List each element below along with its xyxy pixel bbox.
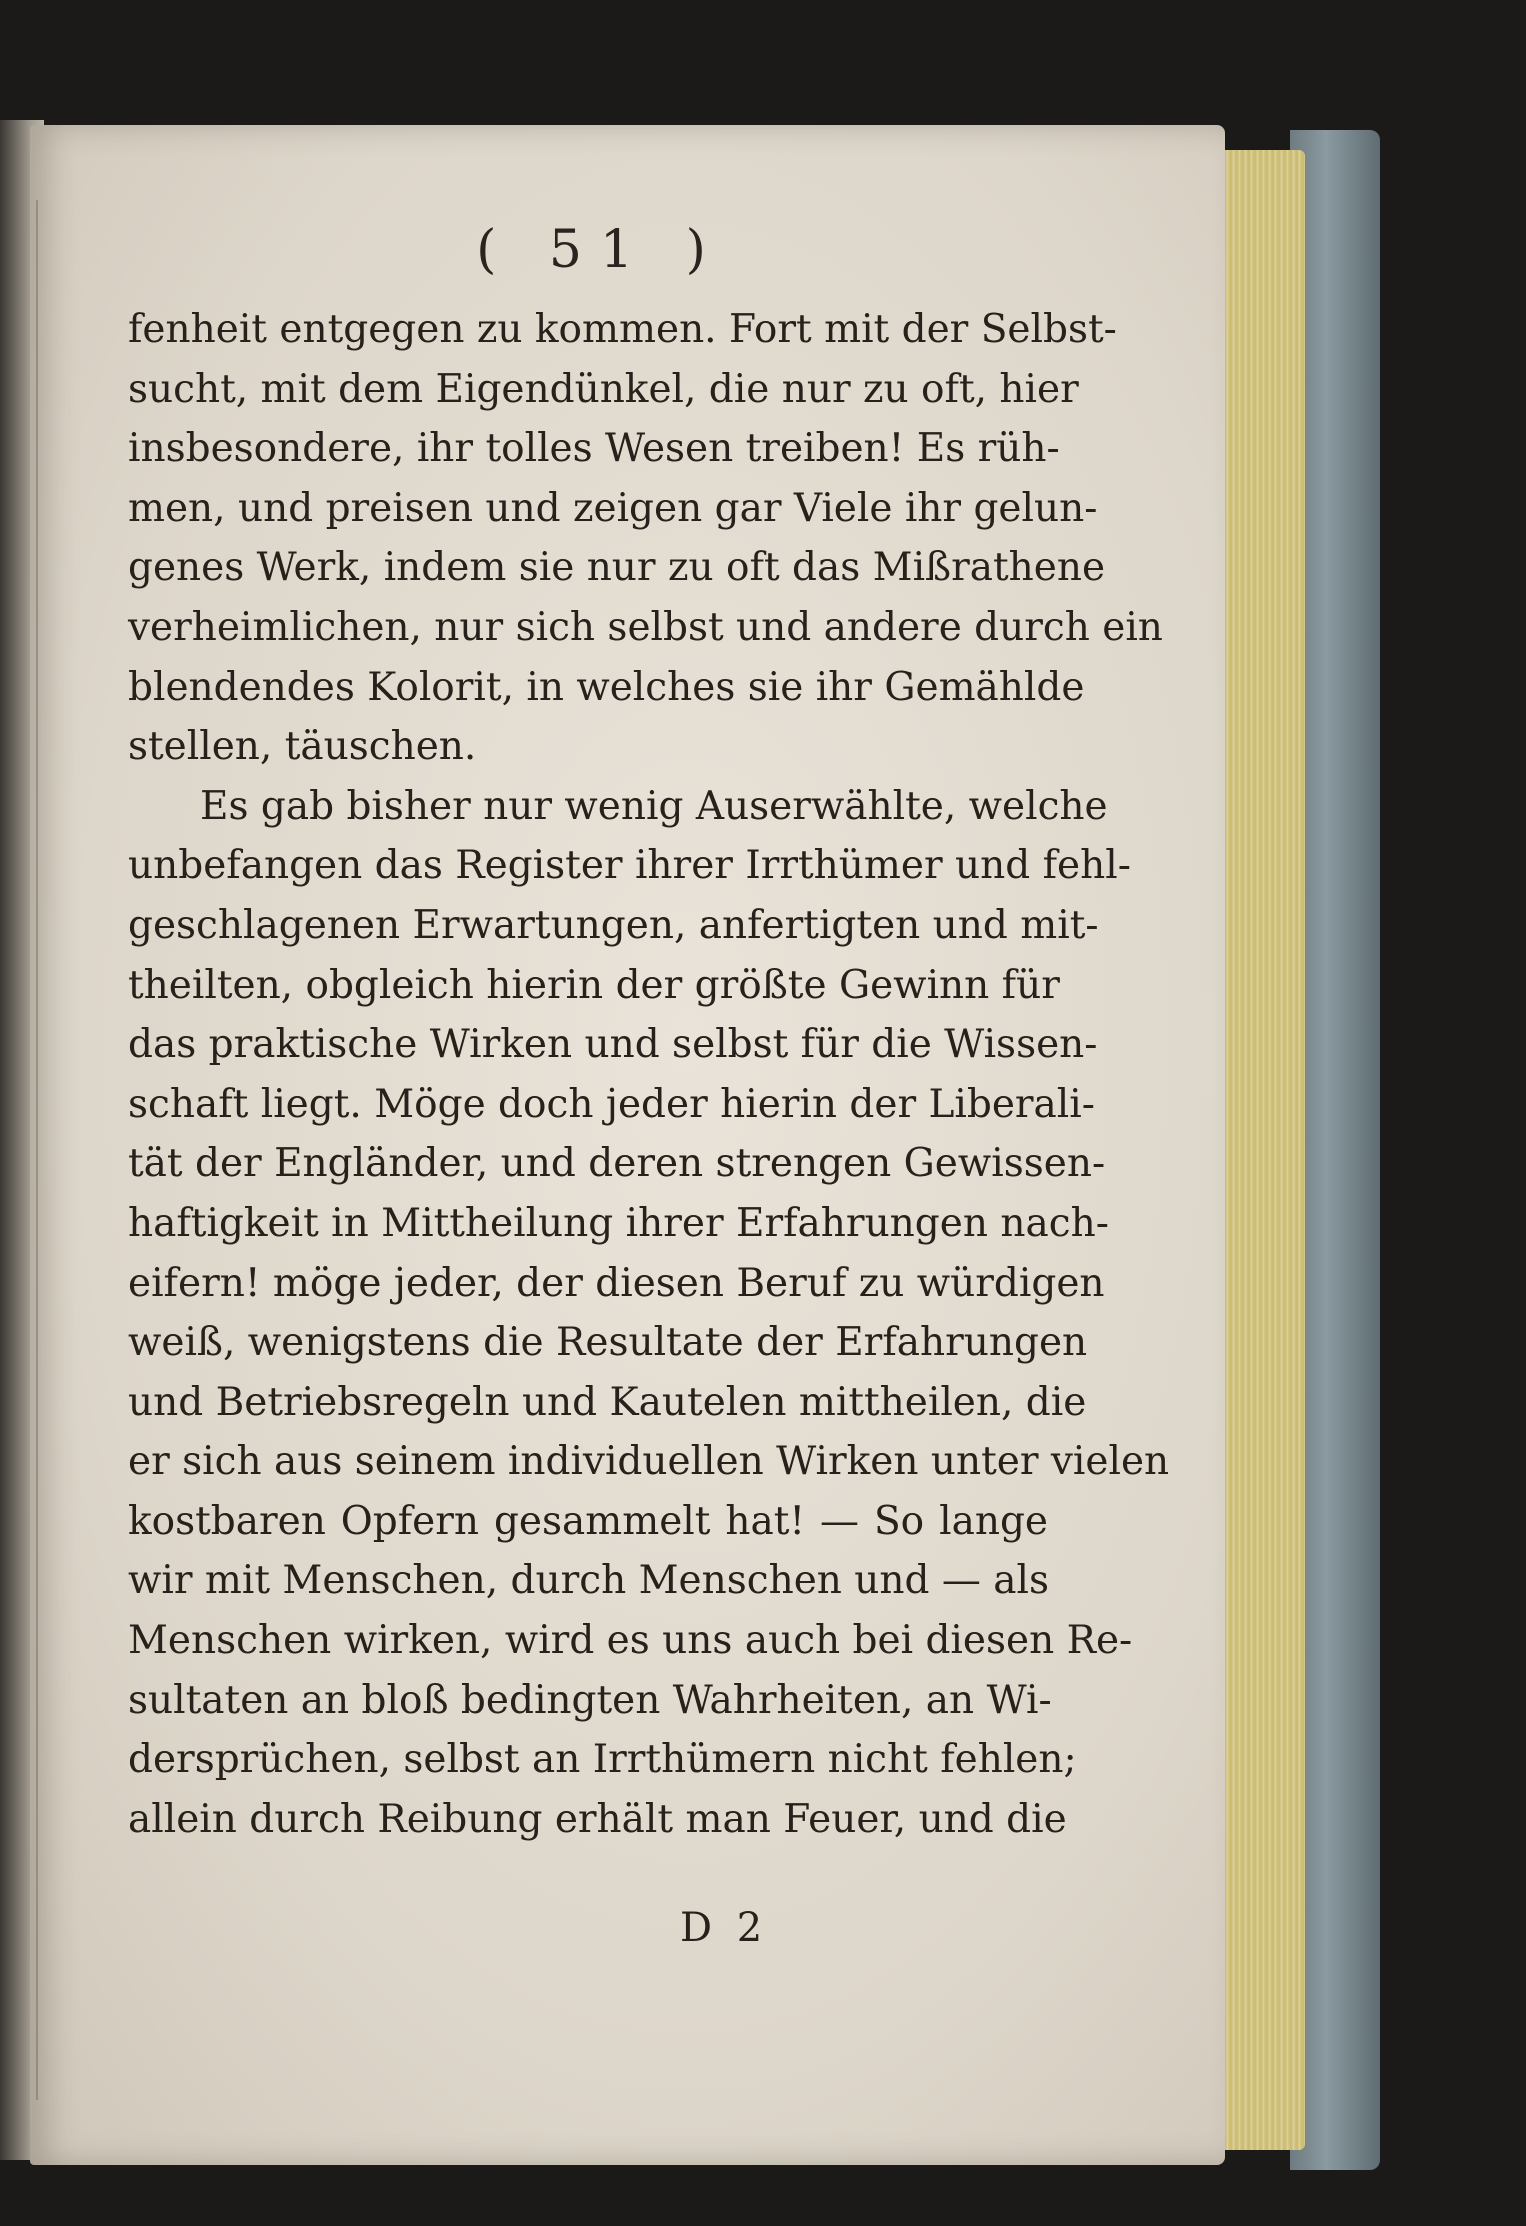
text-line: und Betriebsregeln und Kautelen mittheilen, die — [128, 1379, 1087, 1425]
text-line: blendendes Kolorit, in welches sie ihr Gemählde — [128, 664, 1085, 710]
text-line: insbesondere, ihr tolles Wesen treiben! Es rüh- — [128, 426, 1060, 472]
page-number: ( 51 ) — [476, 220, 724, 280]
text-line: verheimlichen, nur sich selbst und andere durch ein — [128, 604, 1163, 650]
text-line: fenheit entgegen zu kommen. Fort mit der Selbst- — [128, 307, 1117, 352]
text-line: sultaten an bloß bedingten Wahrheiten, an Wi- — [128, 1677, 1052, 1723]
text-line: theilten, obgleich hierin der größte Gewinn für — [128, 962, 1060, 1008]
text-line: sucht, mit dem Eigendünkel, die nur zu oft, hier — [128, 366, 1079, 412]
text-line: dersprüchen, selbst an Irrthümern nicht fehlen; — [128, 1737, 1077, 1783]
text-line: wir mit Menschen, durch Menschen und — als — [128, 1558, 1050, 1604]
body-text — [128, 300, 1170, 1849]
text-line: weiß, wenigstens die Resultate der Erfahrungen — [128, 1320, 1088, 1366]
text-line: allein durch Reibung erhält man Feuer, und die — [128, 1796, 1067, 1842]
text-line: stellen, täuschen. — [128, 724, 477, 770]
text-line: Es gab bisher nur wenig Auserwählte, welche — [200, 783, 1108, 829]
text-line: kostbaren Opfern gesammelt hat! — So lange — [128, 1498, 1048, 1544]
text-line: eifern! möge jeder, der diesen Beruf zu würdigen — [128, 1260, 1105, 1306]
gutter-line — [36, 200, 38, 2100]
text-line: Menschen wirken, wird es uns auch bei diesen Re- — [128, 1618, 1133, 1664]
text-line: genes Werk, indem sie nur zu oft das Mißrathene — [128, 545, 1106, 591]
text-line: men, und preisen und zeigen gar Viele ihr gelun- — [128, 485, 1098, 531]
text-line: unbefangen das Register ihrer Irrthümer und fehl- — [128, 843, 1131, 889]
text-line: er sich aus seinem individuellen Wirken unter vielen — [128, 1439, 1170, 1485]
signature-mark: D 2 — [680, 1905, 769, 1951]
text-line: das praktische Wirken und selbst für die Wissen- — [128, 1022, 1098, 1068]
text-line: haftigkeit in Mittheilung ihrer Erfahrungen nach- — [128, 1200, 1109, 1246]
text-line: geschlagenen Erwartungen, anfertigten und mit- — [128, 902, 1099, 948]
text-line: tät der Engländer, und deren strengen Gewissen- — [128, 1141, 1106, 1187]
text-line: schaft liegt. Möge doch jeder hierin der Liberali- — [128, 1081, 1095, 1127]
